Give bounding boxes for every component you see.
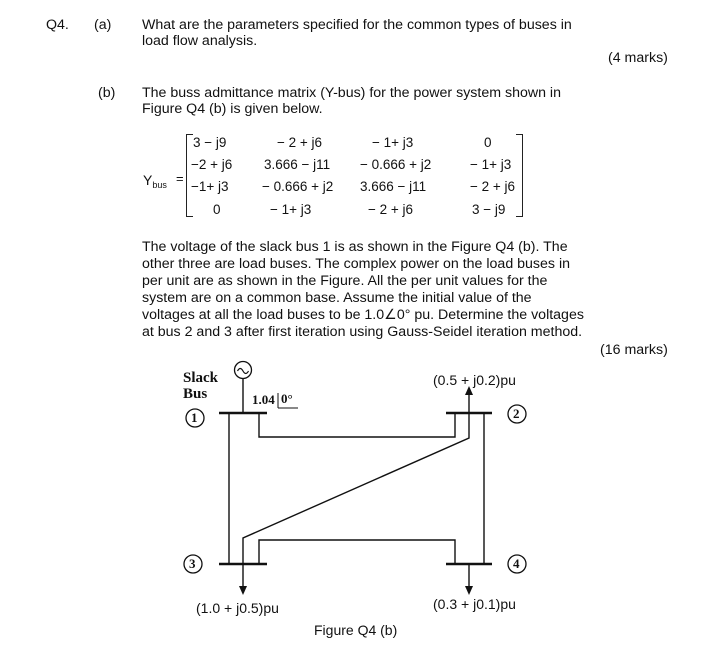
part-a-label: (a) bbox=[94, 17, 112, 33]
matrix-cell: − 1+ j3 bbox=[270, 202, 312, 217]
line-3-4 bbox=[259, 540, 455, 564]
figure-caption: Figure Q4 (b) bbox=[314, 622, 398, 638]
matrix-cell: 3 − j9 bbox=[472, 202, 506, 217]
part-b-body-3: per unit are as shown in the Figure. All the per unit values for the bbox=[142, 273, 548, 289]
ybus-symbol-letter: Y bbox=[143, 172, 153, 188]
line-1-2 bbox=[259, 413, 455, 437]
slack-label-line2: Bus bbox=[183, 386, 208, 402]
part-b-label: (b) bbox=[98, 85, 116, 101]
part-b-body-4: system are on a common base. Assume the initial value of the bbox=[142, 290, 532, 306]
line-2-3 bbox=[243, 413, 469, 564]
bus-3-load-label: (1.0 + j0.5)pu bbox=[196, 600, 279, 616]
matrix-cell: −2 + j6 bbox=[191, 157, 233, 172]
part-b-body-5: voltages at all the load buses to be 1.0∠0° pu. Determine the voltages bbox=[142, 307, 584, 323]
part-a-marks: (4 marks) bbox=[608, 50, 668, 66]
slack-voltage-angle: 0° bbox=[281, 391, 293, 406]
bus-4-number: 4 bbox=[513, 556, 520, 571]
equals-sign: = bbox=[176, 171, 184, 186]
matrix-cell: − 0.666 + j2 bbox=[262, 179, 334, 194]
matrix-cell: −1+ j3 bbox=[191, 179, 229, 194]
bus-1-number: 1 bbox=[191, 410, 198, 425]
part-b-body-2: other three are load buses. The complex power on the load buses in bbox=[142, 256, 570, 272]
matrix-cell: 3.666 − j11 bbox=[360, 179, 427, 194]
part-b-body-6: at bus 2 and 3 after first iteration using Gauss-Seidel iteration method. bbox=[142, 324, 583, 340]
part-b-intro-1: The buss admittance matrix (Y-bus) for the power system shown in bbox=[142, 85, 561, 101]
slack-label-line1: Slack bbox=[183, 370, 219, 386]
matrix-cell: 3.666 − j11 bbox=[264, 157, 331, 172]
matrix-cell: − 2 + j6 bbox=[368, 202, 414, 217]
ybus-subscript: bus bbox=[152, 180, 167, 190]
load-arrow-bus4 bbox=[465, 586, 473, 595]
matrix-cell: − 1+ j3 bbox=[372, 135, 414, 150]
matrix-cell: 3 − j9 bbox=[193, 135, 227, 150]
part-b-intro-2: Figure Q4 (b) is given below. bbox=[142, 101, 323, 117]
part-a-line-2: load flow analysis. bbox=[142, 33, 258, 49]
matrix-cell: − 2 + j6 bbox=[470, 179, 516, 194]
slack-voltage-magnitude: 1.04 bbox=[252, 392, 275, 407]
bus-3-number: 3 bbox=[189, 556, 196, 571]
matrix-cell: − 2 + j6 bbox=[277, 135, 323, 150]
question-number: Q4. bbox=[46, 17, 69, 33]
matrix-cell: − 0.666 + j2 bbox=[360, 157, 432, 172]
matrix-cell: 0 bbox=[213, 202, 221, 217]
part-b-body-1: The voltage of the slack bus 1 is as shown in the Figure Q4 (b). The bbox=[142, 239, 568, 255]
bus-2-number: 2 bbox=[513, 406, 520, 421]
matrix-cell: − 1+ j3 bbox=[470, 157, 512, 172]
load-arrow-bus3 bbox=[239, 586, 247, 595]
bus-4-load-label: (0.3 + j0.1)pu bbox=[433, 596, 516, 612]
bus-2-load-label: (0.5 + j0.2)pu bbox=[433, 372, 516, 388]
matrix-cell: 0 bbox=[484, 135, 492, 150]
part-b-marks: (16 marks) bbox=[600, 342, 668, 358]
part-a-line-1: What are the parameters specified for the common types of buses in bbox=[142, 17, 572, 33]
